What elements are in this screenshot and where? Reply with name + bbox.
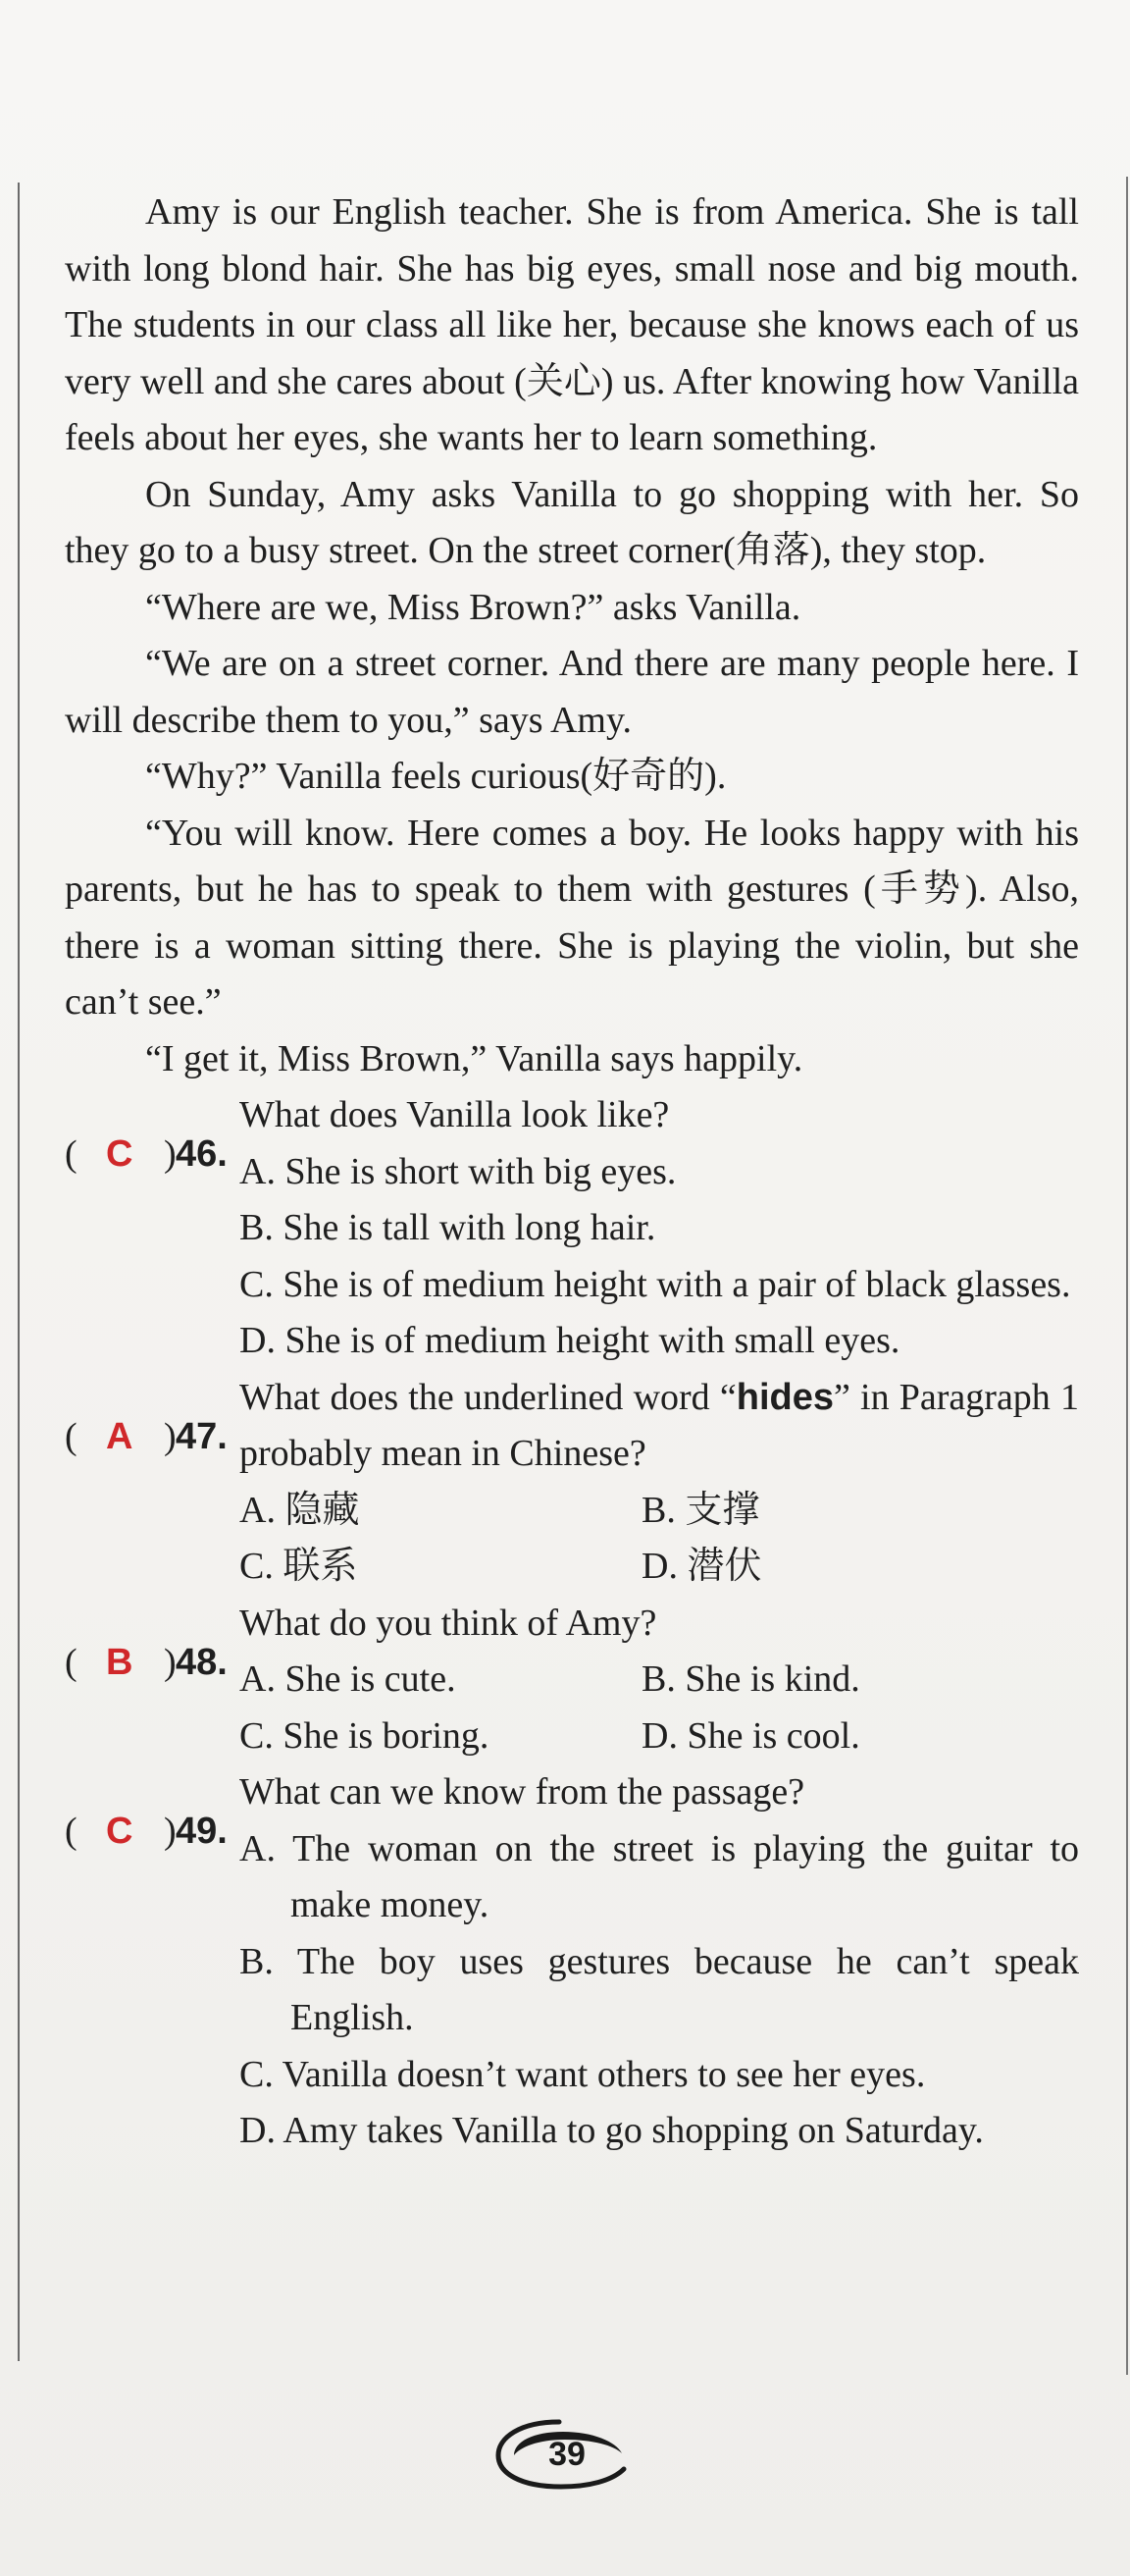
option-b: B. She is kind. [642,1658,860,1700]
option-row-1 [239,1483,1079,1540]
question-number: 47. [176,1415,228,1457]
option-b: B. She is tall with long hair. [239,1207,656,1248]
question-number: 49. [176,1811,228,1852]
right-paren: ) [164,1133,177,1175]
reading-passage-section [65,184,1079,2160]
option-d: D. She is of medium height with small eyes. [239,1320,900,1361]
passage-paragraph-2: On Sunday, Amy asks Vanilla to go shopping with her. So they go to a busy street. On the street corner(角落), they stop. [65,473,1079,571]
question-number: 48. [176,1641,228,1683]
option-a: A. She is short with big eyes. [239,1150,677,1192]
option-d: D. Amy takes Vanilla to go shopping on Saturday. [239,2110,984,2151]
right-paren: ) [164,1811,177,1852]
option-b: B. 支撑 [642,1489,760,1531]
option-a: A. She is cute. [239,1658,456,1700]
right-margin-rule [1126,177,1128,2375]
option-c: C. 联系 [239,1546,358,1587]
right-paren: ) [164,1641,177,1683]
option-c: C. Vanilla doesn’t want others to see her eyes. [239,2053,926,2095]
left-paren: ( [65,1811,77,1852]
passage-paragraph-6: “You will know. Here comes a boy. He looks happy with his parents, but he has to speak to them with gestures (手势). Also, there is a woman sitting there. She is playing the violin, but she can’t see.” [65,812,1079,1023]
answer-mark: C [106,1811,133,1852]
option-row-1 [239,1652,1079,1709]
answer-mark: A [106,1415,133,1457]
passage-paragraph-4: “We are on a street corner. And there are many people here. I will describe them to you,” says Amy. [65,643,1079,741]
passage-paragraph-3: “Where are we, Miss Brown?” asks Vanilla. [145,586,801,628]
passage-paragraph-1: Amy is our English teacher. She is from America. She is tall with long blond hair. She has big eyes, small nose and big mouth. The students in our class all like her, because she knows each of us very well and she cares about (关心) us. After knowing how Vanilla feels about her eyes, she wants her to learn something. [65,191,1079,458]
answer-mark: C [106,1133,133,1175]
option-d: D. She is cool. [642,1714,860,1757]
question-stem: What does Vanilla look like? [239,1094,670,1135]
question-number: 46. [176,1133,228,1175]
question-stem: What can we know from the passage? [239,1771,805,1813]
question-48 [65,1596,1079,1765]
option-a: A. 隐藏 [239,1489,360,1531]
question-stem [239,1370,1079,1483]
passage-paragraph-5: “Why?” Vanilla feels curious(好奇的). [145,756,727,797]
question-stem: What do you think of Amy? [239,1602,657,1644]
question-46 [65,1087,1079,1370]
page-number-badge [490,2416,630,2493]
question-47 [65,1370,1079,1596]
highlighted-word: hides [736,1376,834,1418]
option-b: B. The boy uses gestures because he can’t speak English. [239,1940,1079,2038]
right-paren: ) [164,1415,177,1457]
option-row-2 [239,1709,1079,1765]
question-stem-before: What does the underlined word “ [239,1376,737,1418]
answer-mark: B [106,1641,133,1683]
option-row-2 [239,1539,1079,1596]
question-49 [65,1764,1079,2160]
left-paren: ( [65,1641,77,1683]
option-c: C. She is boring. [239,1714,489,1757]
option-d: D. 潜伏 [642,1546,762,1587]
question-stem-after: ” in Paragraph 1 probably mean in Chinese? [239,1376,1079,1474]
left-paren: ( [65,1133,77,1175]
passage-paragraph-7: “I get it, Miss Brown,” Vanilla says happily. [145,1037,803,1079]
left-paren: ( [65,1415,77,1457]
option-a: A. The woman on the street is playing the guitar to make money. [239,1827,1079,1925]
page-number: 39 [548,2435,586,2473]
option-c: C. She is of medium height with a pair of black glasses. [239,1263,1071,1305]
left-margin-rule [18,183,20,2361]
